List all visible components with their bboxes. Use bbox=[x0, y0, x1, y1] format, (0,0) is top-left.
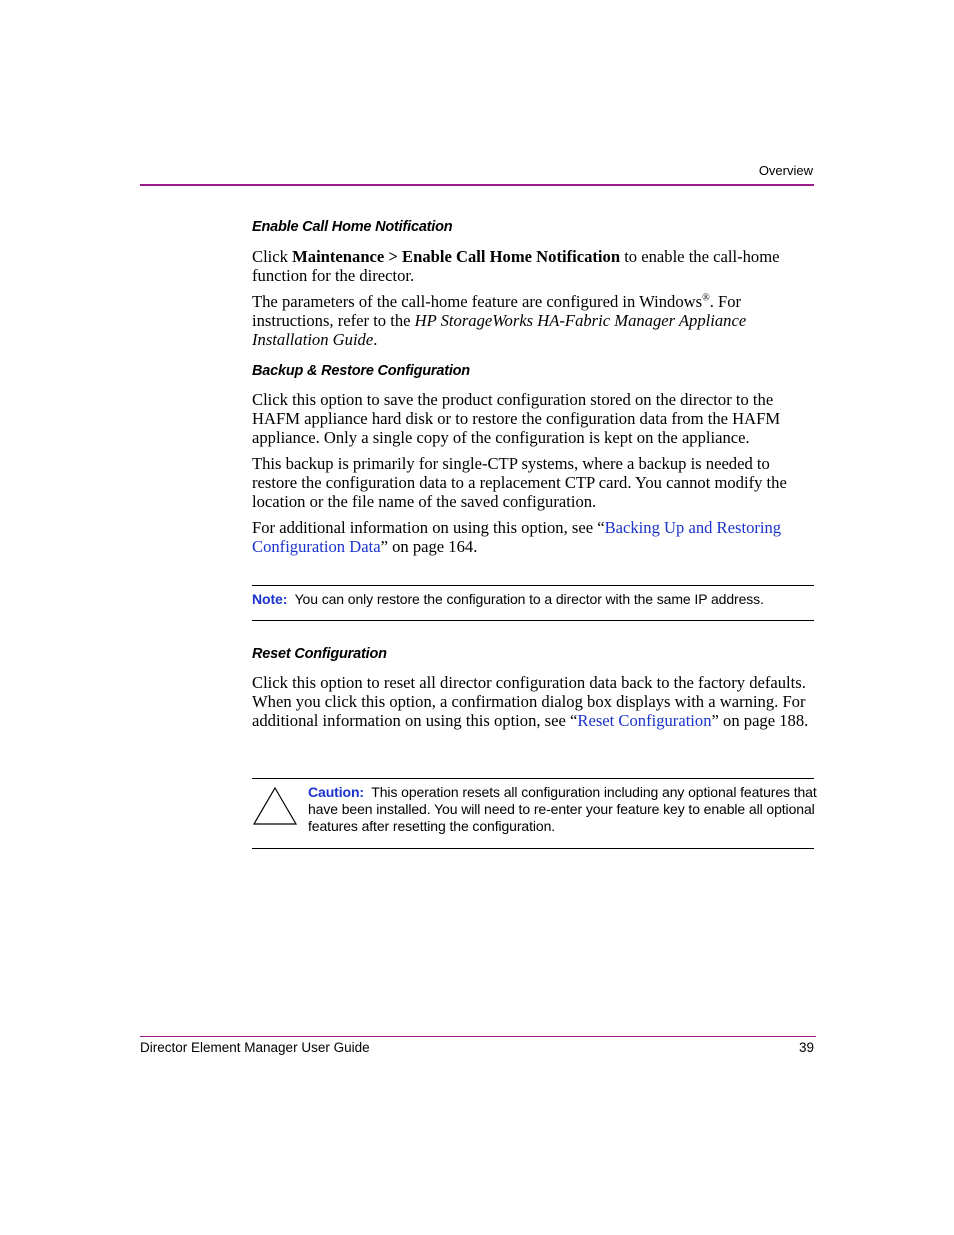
menu-path: Maintenance > Enable Call Home Notification bbox=[292, 247, 621, 266]
caution-label: Caution: bbox=[308, 784, 364, 800]
footer-rule bbox=[140, 1036, 816, 1037]
paragraph-backup-2: This backup is primarily for single-CTP systems, where a backup is needed to restore the configuration data to a replacement CTP card. You cannot modify the location or the file name of the saved configuration. bbox=[252, 454, 787, 511]
link-backing-up-restoring[interactable]: Backing Up and Restoring Configuration Data bbox=[252, 518, 782, 556]
note-text: You can only restore the configuration to a director with the same IP address. bbox=[294, 591, 764, 607]
header-rule bbox=[140, 184, 814, 186]
caution-bottom-rule bbox=[252, 848, 814, 849]
heading-backup-restore: Backup & Restore Configuration bbox=[252, 363, 470, 379]
heading-reset-configuration: Reset Configuration bbox=[252, 646, 387, 662]
link-reset-configuration[interactable]: Reset Configuration bbox=[577, 711, 712, 730]
paragraph-backup-1: Click this option to save the product configuration stored on the director to the HAFM appliance hard disk or to restore the configuration data from the HAFM appliance. Only a single copy of the configuration is kept on the appliance. bbox=[252, 390, 781, 447]
note-top-rule bbox=[252, 585, 814, 586]
paragraph-backup-3: For additional information on using this option, see “Backing Up and Restoring Configuration Data” on page 164. bbox=[252, 518, 782, 556]
caution-triangle-icon bbox=[252, 786, 298, 831]
footer-title: Director Element Manager User Guide bbox=[140, 1040, 370, 1055]
registered-mark: ® bbox=[702, 292, 710, 304]
paragraph-reset: Click this option to reset all director configuration data back to the factory defaults. When you click this option, a confirmation dialog box displays with a warning. For additional information on using this option, see “Reset Configuration” on page 188. bbox=[252, 673, 809, 730]
note-bottom-rule bbox=[252, 620, 814, 621]
caution-text: This operation resets all configuration including any optional features that have been installed. You will need to re-enter your feature key to enable all optional features after resetting the configuration. bbox=[308, 784, 817, 834]
note-label: Note: bbox=[252, 591, 288, 607]
caution-top-rule bbox=[252, 778, 814, 779]
heading-call-home: Enable Call Home Notification bbox=[252, 219, 453, 235]
note-box bbox=[252, 591, 764, 607]
paragraph-call-home-2: The parameters of the call-home feature are configured in Windows®. For instructions, refer to the HP StorageWorks HA-Fabric Manager Appliance Installation Guide. bbox=[252, 292, 747, 349]
guide-title: HP StorageWorks HA-Fabric Manager Appliance Installation Guide bbox=[252, 311, 747, 349]
paragraph-call-home-1: Click Maintenance > Enable Call Home Notification to enable the call-home function for the director. bbox=[252, 247, 780, 285]
caution-box bbox=[308, 784, 818, 835]
running-header: Overview bbox=[758, 163, 813, 178]
page-number: 39 bbox=[798, 1040, 814, 1055]
